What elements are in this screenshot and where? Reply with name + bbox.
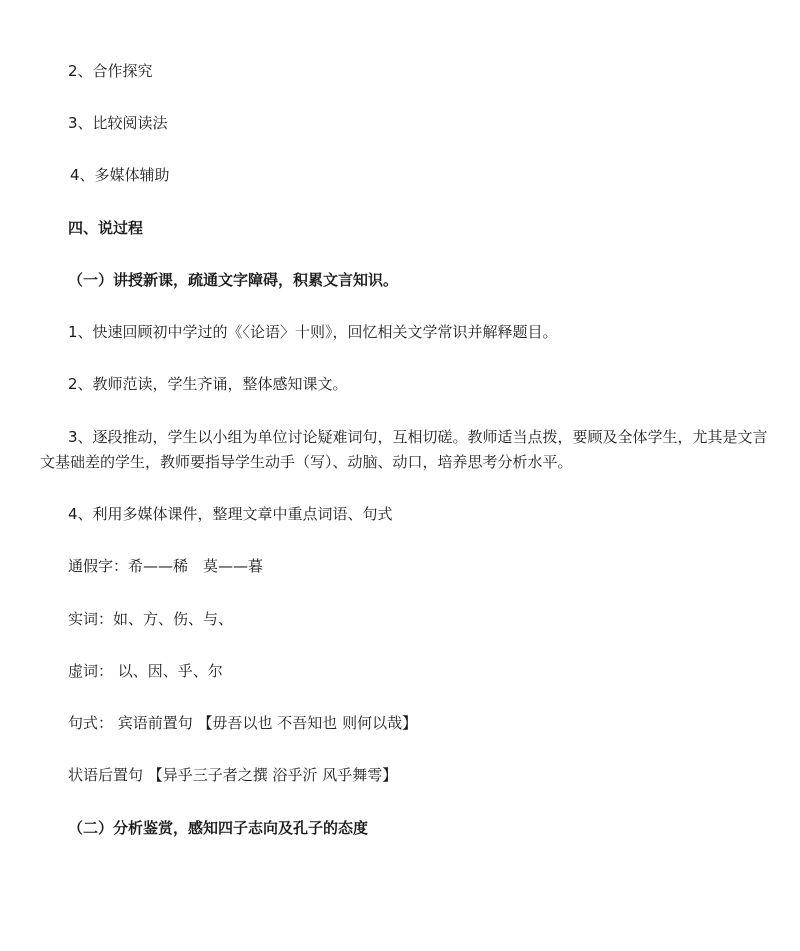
sentence-pattern-1: 句式： 宾语前置句 【毋吾以也 不吾知也 则何以哉】 bbox=[68, 714, 418, 732]
subsection-heading-1: （一）讲授新课，疏通文字障碍，积累文言知识。 bbox=[68, 271, 399, 289]
xu-ci: 虚词： 以、因、乎、尔 bbox=[68, 662, 223, 680]
subsection-heading-2: （二）分析鉴赏，感知四子志向及孔子的态度 bbox=[68, 819, 369, 837]
sentence-pattern-2: 状语后置句 【异乎三子者之撰 浴乎沂 风乎舞雩】 bbox=[68, 766, 398, 784]
section-heading-process: 四、说过程 bbox=[68, 219, 144, 237]
shi-ci: 实词：如、方、伤、与、 bbox=[68, 610, 234, 628]
step-3-line-2: 文基础差的学生，教师要指导学生动手（写）、动脑、动口，培养思考分析水平。 bbox=[40, 453, 573, 471]
tongjia-zi: 通假字：希——稀 莫——暮 bbox=[68, 557, 264, 575]
method-item-2: 2、合作探究 bbox=[68, 62, 153, 80]
step-1: 1、快速回顾初中学过的《〈论语〉十则》，回忆相关文学常识并解释题目。 bbox=[68, 323, 558, 341]
method-item-4: 4、多媒体辅助 bbox=[70, 166, 170, 184]
method-item-3: 3、比较阅读法 bbox=[68, 114, 168, 132]
step-4: 4、利用多媒体课件，整理文章中重点词语、句式 bbox=[68, 505, 393, 523]
step-2: 2、教师范读，学生齐诵，整体感知课文。 bbox=[68, 375, 348, 393]
step-3-line-1: 3、逐段推动，学生以小组为单位讨论疑难词句，互相切磋。教师适当点拨，要顾及全体学生，尤其是文言 bbox=[68, 428, 768, 446]
